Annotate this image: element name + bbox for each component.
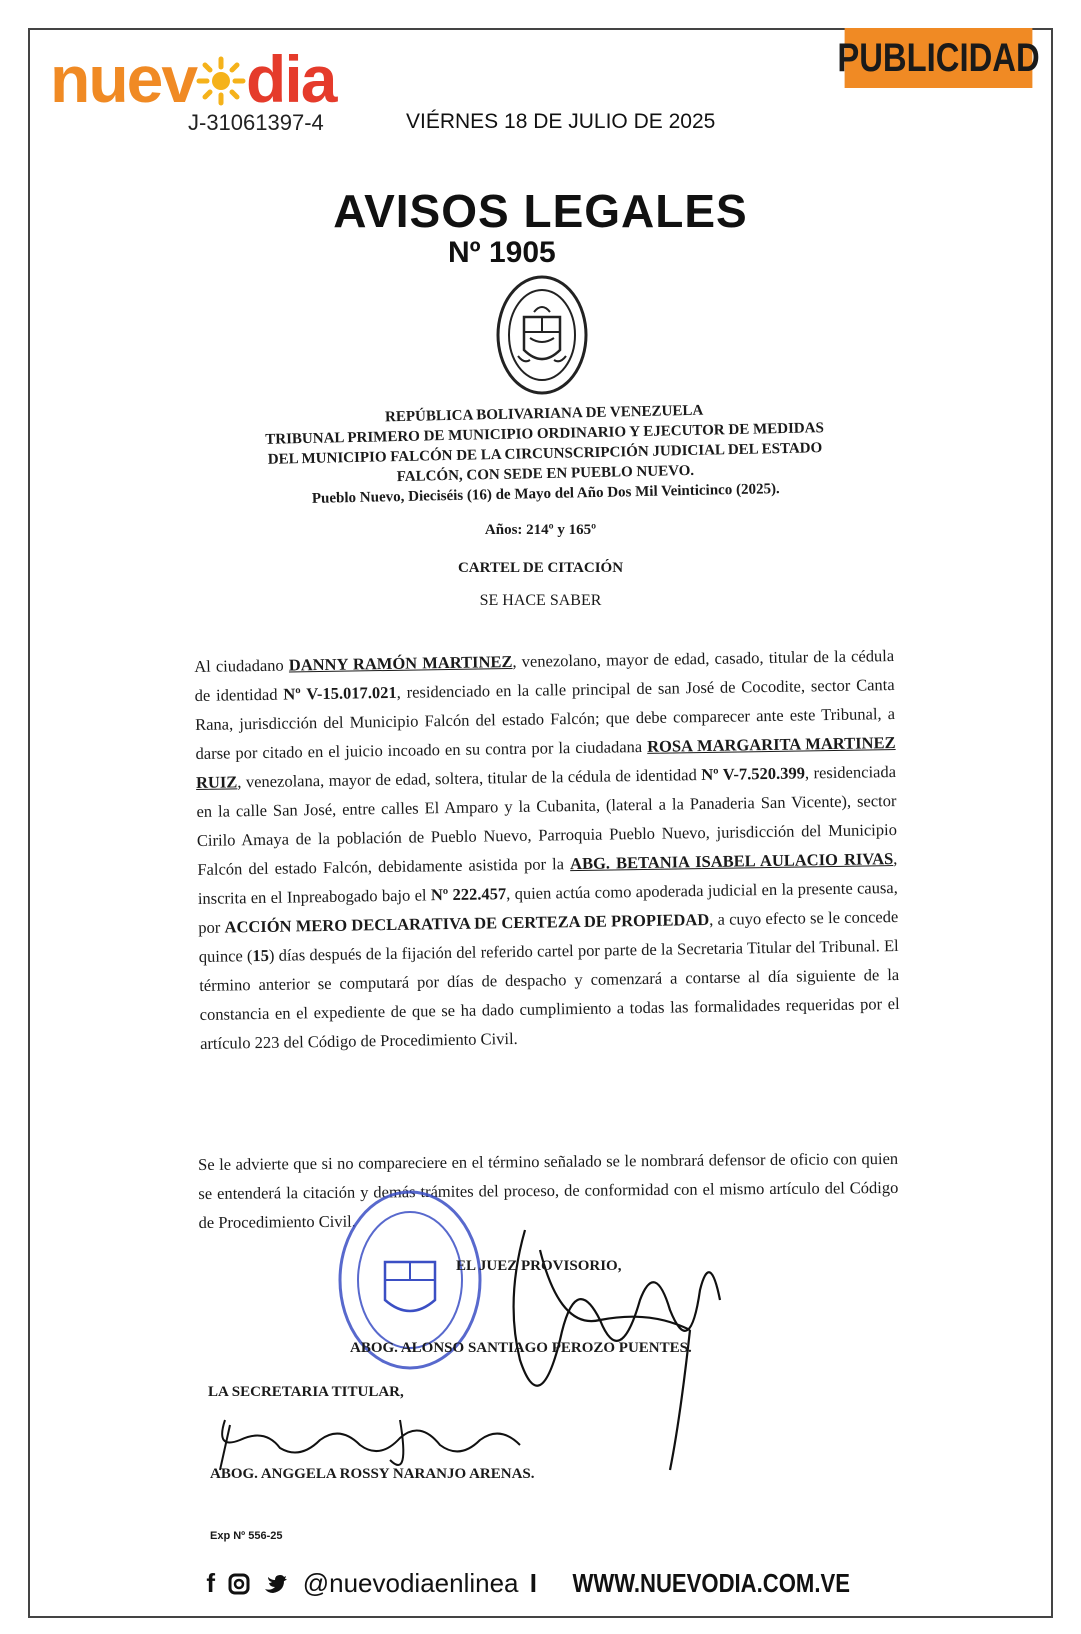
- court-line-5: Pueblo Nuevo, Dieciséis (16) de Mayo del Año Dos Mil Veinticinco (2025).: [311, 481, 780, 507]
- body-text-segment: , residenciado en la calle principal de san José de Cocodite, sector Canta Rana, jurisdicción del Municipio Falcón del estado Falcón; que debe comparecer ante este Tribunal, a darse por citado en el juicio incoado en su contra por la ciudadana: [194, 675, 896, 763]
- footer-separator: I: [529, 1568, 537, 1598]
- days-count: 15: [252, 945, 270, 966]
- body-text-segment: , a cuyo efecto se le concede quince (: [198, 906, 899, 966]
- court-line-1: REPÚBLICA BOLIVARIANA DE VENEZUELA: [384, 402, 704, 426]
- case-file-number: Exp Nº 556-25: [210, 1530, 283, 1542]
- body-text-segment: , residenciada en la calle San José, entre calles El Amparo y la Cubanita, (lateral a la Panaderia San Vicente), sector Cirilo Amaya de la población de Pueblo Nuevo, Parroquia Pueblo Nuevo, jurisdicción del Municipio Falcón del estado Falcón, debidamente asistida por la: [196, 761, 898, 879]
- plaintiff-name: ROSA MARGARITA MARTINEZ RUIZ: [195, 732, 896, 792]
- legal-action: ACCIÓN MERO DECLARATIVA DE CERTEZA DE PROPIEDAD: [224, 909, 710, 937]
- tax-id: J-31061397-4: [188, 110, 324, 135]
- defendant-name: DANNY RAMÓN MARTINEZ: [288, 652, 513, 675]
- court-line-3: DEL MUNICIPIO FALCÓN DE LA CIRCUNSCRIPCIÓN JUDICIAL DEL ESTADO: [267, 440, 823, 468]
- body-text-segment: ) días después de la fijación del referido cartel por parte de la Secretaria Titular del Tribunal. El término anterior se computará por días de despacho y comenzará a contarse al día siguiente de la constancia en el expediente de que se ha dado cumplimiento a todas las formalidades requeridas por el artículo 223 del Código de Procedimiento Civil.: [199, 935, 900, 1053]
- publication-date: VIÉRNES 18 DE JULIO DE 2025: [406, 110, 716, 133]
- website-link[interactable]: WWW.NUEVODIA.COM.VE: [572, 1568, 851, 1598]
- body-text-segment: , inscrita en el Inpreabogado bajo el: [197, 848, 898, 908]
- logo-text-right: dia: [246, 42, 336, 116]
- inpreabogado-number: Nº 222.457: [430, 884, 507, 905]
- facebook-icon: f: [206, 1568, 216, 1598]
- warning-paragraph: Se le advierte que si no compareciere en el término señalado se le nombrará defensor de oficio con quien se entenderá la citación y demás trámites del proceso, de conformidad con el mismo artículo del Código de Procedimiento Civil.: [198, 1148, 899, 1232]
- secretary-name: ABOG. ANGGELA ROSSY NARANJO ARENAS.: [210, 1466, 535, 1482]
- court-years: Años: 214º y 165º: [484, 522, 597, 538]
- judge-title: EL JUEZ PROVISORIO,: [456, 1258, 622, 1274]
- document-type: CARTEL DE CITACIÓN: [457, 560, 624, 576]
- secretary-title: LA SECRETARIA TITULAR,: [208, 1384, 404, 1400]
- plaintiff-id: Nº V-7.520.399: [701, 763, 806, 785]
- judge-name: ABOG. ALONSO SANTIAGO PEROZO PUENTES.: [350, 1340, 692, 1356]
- notice-number: Nº 1905: [448, 236, 556, 269]
- body-text-segment: , quien actúa como apoderada judicial en la presente causa, por: [198, 877, 898, 937]
- announcement: SE HACE SABER: [479, 592, 602, 609]
- social-handle: @nuevodiaenlinea: [302, 1568, 519, 1598]
- instagram-icon: [228, 1573, 250, 1595]
- logo-text-left: nuev: [50, 42, 197, 116]
- defendant-id: Nº V-15.017.021: [283, 682, 397, 704]
- court-line-4: FALCÓN, CON SEDE EN PUEBLO NUEVO.: [396, 462, 695, 486]
- court-line-2: TRIBUNAL PRIMERO DE MUNICIPIO ORDINARIO Y EJECUTOR DE MEDIDAS: [265, 420, 825, 448]
- body-text-segment: , venezolana, mayor de edad, soltera, titular de la cédula de identidad: [237, 765, 702, 792]
- footer: [0, 1568, 1081, 1599]
- body-text-segment: Al ciudadano: [194, 655, 289, 676]
- section-badge: PUBLICIDAD: [845, 28, 1033, 88]
- twitter-icon: [263, 1573, 287, 1595]
- page-title: AVISOS LEGALES: [333, 185, 748, 237]
- lawyer-name: ABG. BETANIA ISABEL AULACIO RIVAS: [569, 849, 894, 874]
- body-text-segment: , venezolano, mayor de edad, casado, titular de la cédula de identidad: [194, 646, 895, 705]
- secretary-signature-icon: [220, 1420, 520, 1470]
